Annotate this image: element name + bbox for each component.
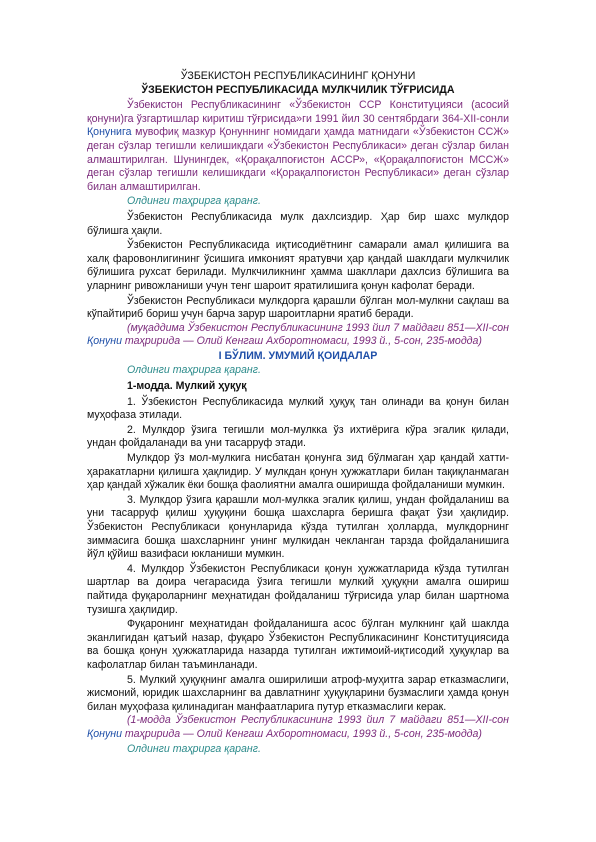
article-note-law-link[interactable]: Қонуни	[87, 727, 122, 740]
article-item-4: 4. Мулкдор Ўзбекистон Республикаси қонун ҳужжатларида кўзда тутилган шартлар ва доира чегарасида ўзига тегишли мулкий ҳуқуқни амалга ошириш пайтида фуқароларнинг меҳнатидан фойдаланиш тўғрисида улар билан шартнома тузишга ҳақлидир.	[87, 562, 509, 616]
article-item-4-cont: Фуқаронинг меҳнатидан фойдаланишга асос бўлган мулкнинг қай шаклда эканлигидан қатъий назар, фуқаро Ўзбекистон Республикасининг Конституциясида ва бошқа қонун ҳужжатларида назарда тутилган ижтимоий-иқтисодий ҳуқуқлар ва кафолатлар билан таъминланади.	[87, 618, 509, 671]
article-item-2-cont: Мулкдор ўз мол-мулкига нисбатан қонунга зид бўлмаган ҳар қандай хатти-ҳаракатларни қилишга ҳақлидир. У мулкдан қонун ҳужжатлари билан тақиқланмаган ҳар қандай хўжалик ёки бошқа фаолиятни амалга оширишда фойдаланиши мумкин.	[87, 452, 509, 492]
intro-law-link[interactable]: Қонунига	[87, 126, 132, 139]
preamble-paragraph-3: Ўзбекистон Республикаси мулкдорга қарашли бўлган мол-мулкни сақлаш ва кўпайтириб бориш учун барча зарур шароитларни яратиб беради.	[87, 294, 509, 321]
article-title: 1-модда. Мулкий ҳуқуқ	[127, 380, 247, 393]
preamble-edition-note	[87, 322, 509, 349]
preamble-note-text-a: (муқаддима Ўзбекистон Республикасининг 1993 йил 7 майдаги 851—XII-сон	[127, 321, 509, 334]
intro-text-b: мувофиқ мазкур Қонуннинг номидаги ҳамда матнидаги «Ўзбекистон ССЖ» деган сўзлар тегишли келишикдаги «Ўзбекистон Республикаси» деган сўзлар билан алмаштирилган. Шунингдек, «Қорақалпоғистон АССР», «Қорақалпоғистон МССЖ» деган сўзлар тегишли келишикдаги «Қорақалпоғистон Республикаси» деган сўзлар билан алмаштирилган.	[87, 126, 509, 193]
preamble-note-law-link[interactable]: Қонуни	[87, 335, 122, 348]
preamble-paragraph-1: Ўзбекистон Республикасида мулк дахлсиздир. Ҳар бир шахс мулкдор бўлишга ҳақли.	[87, 210, 509, 237]
document-page	[87, 70, 509, 758]
article-item-1: 1. Ўзбекистон Республикасида мулкий ҳуқуқ тан олинади ва қонун билан муҳофаза этилади.	[87, 395, 509, 422]
intro-note	[87, 99, 509, 194]
article-item-5: 5. Мулкий ҳуқуқнинг амалга оширилиши атроф-муҳитга зарар етказмаслиги, жисмоний, юридик шахсларнинг ва давлатнинг ҳуқуқларини бузмаслиги ҳамда қонун билан муҳофаза қилинадиган манфаатларига путур етказмаслиги керак.	[87, 673, 509, 713]
preamble-paragraph-2: Ўзбекистон Республикасида иқтисодиётнинг самарали амал қилишига ва халқ фаровонлигининг ўсишига имконият яратувчи ҳар қандай шаклдаги мулкчилик бўлишига рухсат берилади. Мулкчиликнинг ҳамма шакллари дахлсиз бўлишига ва уларнинг ривожланиши учун тенг шароит яратилишига қонун кафолат беради.	[87, 239, 509, 292]
preamble-note-text-b: таҳририда — Олий Кенгаш Ахборотномаси, 1993 й., 5-сон, 235-модда)	[121, 335, 482, 348]
article-note-text-b: таҳририда — Олий Кенгаш Ахборотномаси, 1993 й., 5-сон, 235-модда)	[121, 727, 482, 740]
previous-edition-link-3[interactable]: Олдинги таҳрирга қаранг.	[127, 742, 261, 755]
law-subtitle: ЎЗБЕКИСТОН РЕСПУБЛИКАСИДА МУЛКЧИЛИК ТЎҒРИСИДА	[141, 83, 455, 96]
previous-edition-link[interactable]: Олдинги таҳрирга қаранг.	[127, 195, 261, 208]
law-title: ЎЗБЕКИСТОН РЕСПУБЛИКАСИНИНГ ҚОНУНИ	[180, 70, 416, 82]
section-heading: I БЎЛИМ. УМУМИЙ ҚОИДАЛАР	[218, 349, 378, 362]
article-note-text-a: (1-модда Ўзбекистон Республикасининг 1993 йил 7 майдаги 851—XII-сон	[127, 714, 509, 727]
article-edition-note	[87, 714, 509, 741]
article-item-3: 3. Мулкдор ўзига қарашли мол-мулкка эгалик қилиш, ундан фойдаланиш ва уни тасарруф қилиш ҳуқуқини бошқа шахсларга беришга фақат ўзи ҳақлидир. Ўзбекистон Республикаси қонунларида кўзда тутилган ҳолларда, мулкдорнинг зиммасига бошқа шахсларнинг унинг мулкидан чекланган тарзда фойдаланишига йўл қўйиш вазифаси юкланиши мумкин.	[87, 493, 509, 561]
article-item-2: 2. Мулкдор ўзига тегишли мол-мулкка ўз ихтиёрига кўра эгалик қилади, ундан фойдаланади ва уни тасарруф этади.	[87, 423, 509, 450]
previous-edition-link-2[interactable]: Олдинги таҳрирга қаранг.	[127, 364, 261, 377]
intro-text-a: Ўзбекистон Республикасининг «Ўзбекистон ССР Конституцияси (асосий қонуни)га ўзгартишлар киритиш тўғрисида»ги 1991 йил 30 сентябрдаги 364-XII-сонли	[87, 99, 509, 125]
